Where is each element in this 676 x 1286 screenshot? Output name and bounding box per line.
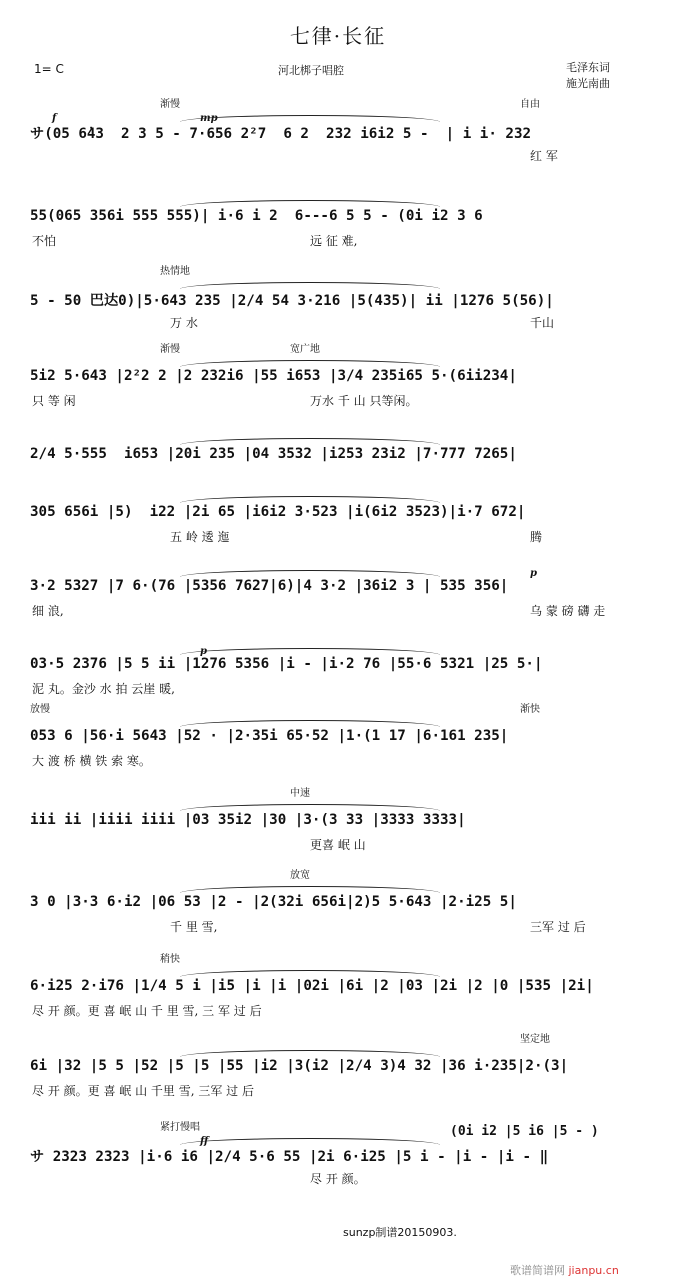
lyric-line: 尽 开 颜。更 喜 岷 山 千 里 雪, 三 军 过 后 [32,1004,262,1018]
notation-line: 5 - 50 巴达0)|5·643 235 |2/4 54 3·216 |5(435)| ii |1276 5(56)| [30,293,554,309]
style-note: 河北梆子唱腔 [278,64,344,77]
dynamic-mark: p [530,568,537,579]
lyricist: 毛泽东词 [566,61,610,74]
tempo-mark: 紧打慢唱 [160,1122,200,1133]
song-title: 七律·长征 [289,24,387,48]
transcriber-note: sunzp制谱20150903. [343,1226,457,1239]
lyric-line: 千山 [530,316,555,330]
slur-arc [180,282,440,289]
notation-line: 55(065 356i 555 555)| i·6 i 2 6---6 5 5 - (0i i2 3 6 [30,208,483,224]
notation-line: 03·5 2376 |5 5 ii |1276 5356 |i - |i·2 76 |55·6 5321 |25 5·| [30,656,543,672]
lyric-line: 五 岭 逶 迤 [170,530,230,544]
slur-arc [180,804,440,811]
lyric-line: 红 军 [530,149,558,163]
slur-arc [180,360,440,367]
lyric-line: 远 征 难, [310,234,358,248]
lyric-line: 大 渡 桥 横 铁 索 寒。 [32,754,151,768]
tempo-mark: 放宽 [290,870,310,881]
notation-line: iii ii |iiii iiii |03 35i2 |30 |3·(3 33 |3333 3333| [30,812,466,828]
tempo-mark: 宽广地 [290,344,320,355]
dynamic-mark: p [200,646,207,657]
slur-arc [180,886,440,893]
slur-arc [180,200,440,207]
lyric-line: 万 水 [170,316,198,330]
lyric-line: 不怕 [32,234,57,248]
notation-line: 5i2 5·643 |2²2 2 |2 232i6 |55 i653 |3/4 235i65 5·(6ii234| [30,368,517,384]
notation-line: 053 6 |56·i 5643 |52 · |2·35i 65·52 |1·(1 17 |6·161 235| [30,728,509,744]
upper-staff-notes: (0i i2 |5 i6 |5 - ) [450,1124,599,1139]
lyric-line: 万水 千 山 只等闲。 [310,394,418,408]
lyric-line: 泥 丸。金沙 水 拍 云崖 暖, [32,682,175,696]
slur-arc [180,720,440,727]
lyric-line: 更喜 岷 山 [310,838,366,852]
tempo-mark: 渐慢 [160,99,180,110]
slur-arc [180,115,440,122]
dynamic-mark: f [52,113,57,124]
slur-arc [180,496,440,503]
notation-line: 2/4 5·555 i653 |20i 235 |04 3532 |i253 23i2 |7·777 7265| [30,446,517,462]
slur-arc [180,648,440,655]
notation-line: サ(05 6̇43 2 3 5 - 7·656 2²7 6 2 232 i6i2 5 - | i i· 232 [30,126,532,142]
tempo-mark: 热情地 [160,266,190,277]
lyric-line: 三军 过 后 [530,920,586,934]
notation-line: 3 0 |3·3 6·i2 |06 53 |2 - |2(32i 656i|2)5 5·643 |2·i25 5| [30,894,517,910]
tempo-mark: 放慢 [30,704,50,715]
lyric-line: 细 浪, [32,604,64,618]
tempo-mark: 坚定地 [520,1034,550,1045]
notation-line: 305 656i |5) i22 |2i 65 |i6i2 3·523 |i(6i2 3523)|i·7 672| [30,504,526,520]
slur-arc [180,1138,440,1145]
tempo-mark: 渐慢 [160,344,180,355]
notation-line: 6i |32 |5 5 |52 |5 |5 |55 |i2 |3(i2 |2/4 3)4 32 |36 i·235|2·(3| [30,1058,569,1074]
tempo-mark: 中速 [290,788,310,799]
dynamic-mark: mp [200,113,218,124]
lyric-line: 只 等 闲 [32,394,76,408]
tempo-mark: 渐快 [520,704,540,715]
slur-arc [180,438,440,445]
notation-line: 3·2 5327 |7 6·(76 |5356 7627|6)|4 3·2 |36i2 3 | 535 356| [30,578,509,594]
lyric-line: 尽 开 颜。 [310,1172,366,1186]
slur-arc [180,570,440,577]
composer: 施光南曲 [566,77,610,90]
dynamic-mark: ff [200,1136,209,1147]
notation-line: サ 2323 2323 |i·6 i6 |2/4 5·6 55 |2i 6·i25 |5 i - |i - |i - ‖ [30,1149,549,1165]
key-signature: 1= C [34,62,64,76]
tempo-mark: 自由 [520,99,540,110]
lyric-line: 乌 蒙 磅 礴 走 [530,604,606,618]
lyric-line: 尽 开 颜。更 喜 岷 山 千里 雪, 三军 过 后 [32,1084,254,1098]
watermark: 歌谱简谱网 jianpu.cn [510,1264,619,1277]
credits [566,60,610,92]
notation-line: 6·i25 2·i76 |1/4 5 i |i5 |i |i |02i |6i |2 |03 |2i |2 |0 |535 |2i| [30,978,594,994]
slur-arc [180,1050,440,1057]
tempo-mark: 稍快 [160,954,180,965]
lyric-line: 腾 [530,530,543,544]
lyric-line: 千 里 雪, [170,920,218,934]
slur-arc [180,970,440,977]
